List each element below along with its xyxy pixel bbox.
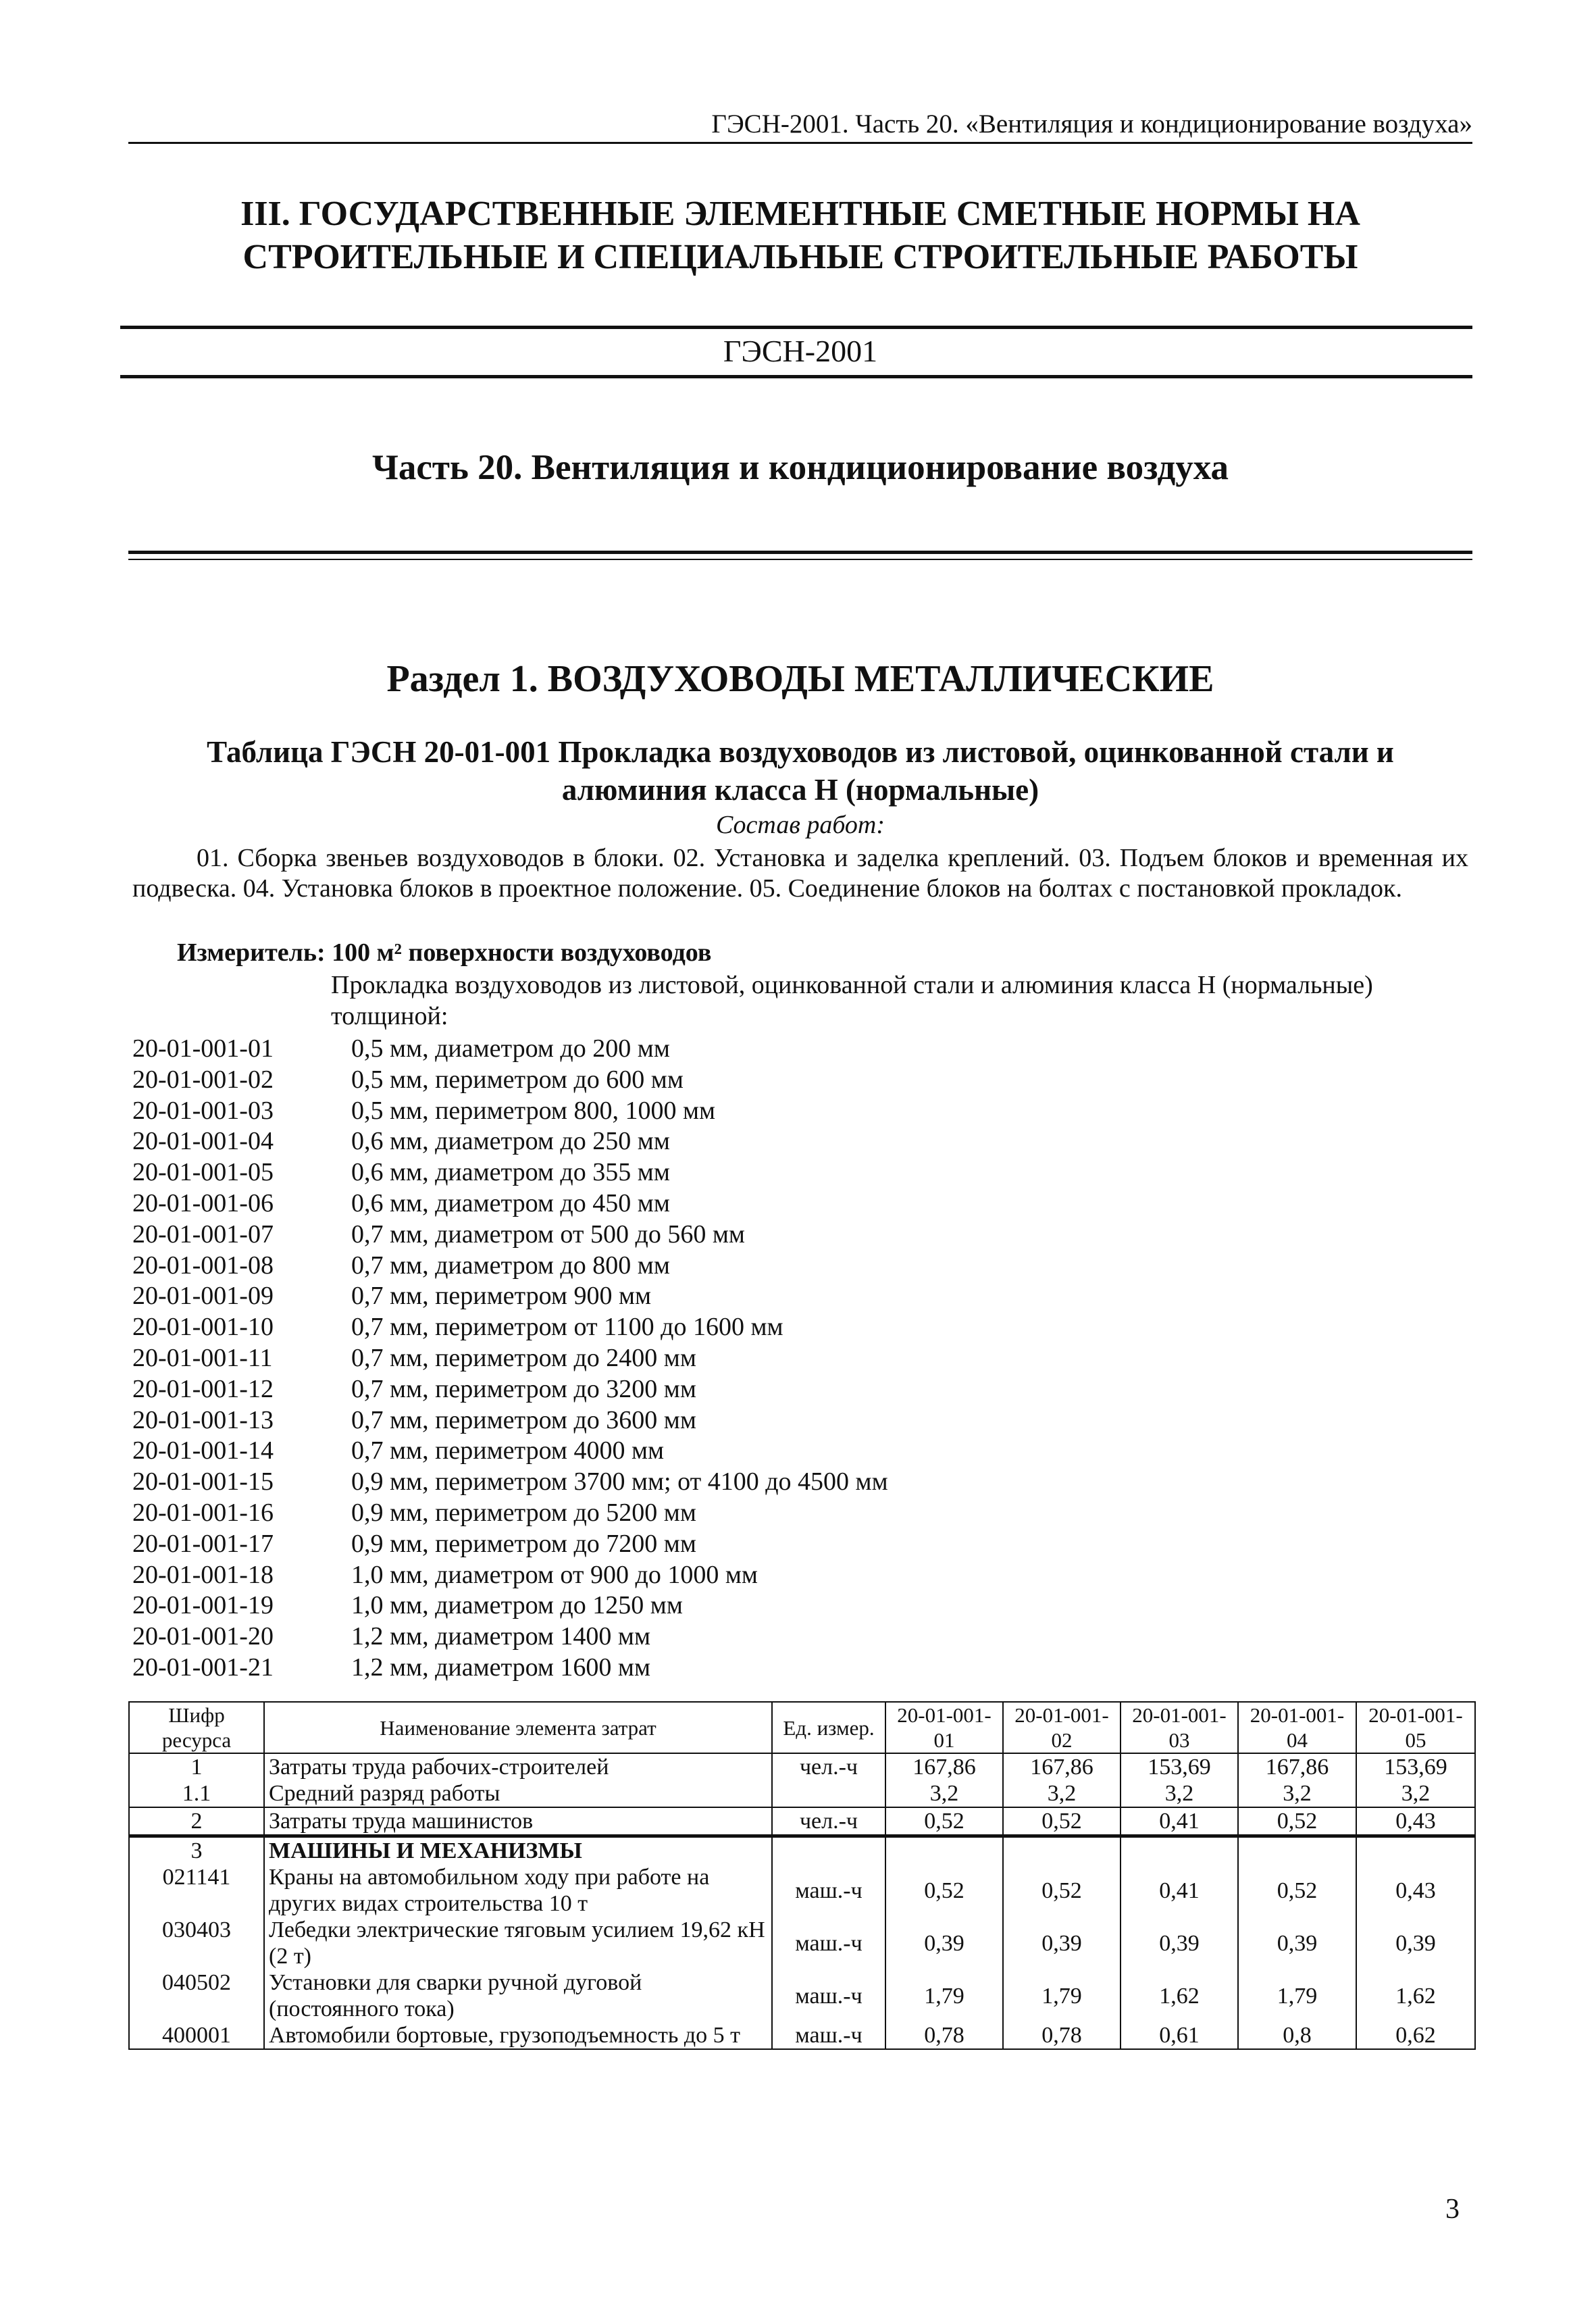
- norm-item: [132, 1312, 1281, 1343]
- table-row: [129, 1969, 1475, 2022]
- cell-unit: маш.-ч: [772, 1864, 885, 1917]
- norm-item: [132, 1529, 1281, 1560]
- works-heading: Состав работ:: [715, 811, 885, 839]
- cell-name: Лебедки электрические тяговым усилием 19,62 кН (2 т): [264, 1917, 772, 1969]
- norm-code: 20-01-001-05: [132, 1158, 274, 1187]
- norm-description: 1,2 мм, диаметром 1600 мм: [351, 1653, 651, 1682]
- cell-value: 0,78: [1003, 2022, 1121, 2049]
- cell-code: 400001: [129, 2022, 264, 2049]
- norm-item: [132, 1467, 1281, 1498]
- norm-description: 0,7 мм, периметром до 3600 мм: [351, 1405, 696, 1434]
- norm-code: 20-01-001-15: [132, 1467, 274, 1496]
- norm-code: 20-01-001-10: [132, 1313, 274, 1342]
- cell-value: 3,2: [1356, 1780, 1475, 1807]
- cell-value: 0,52: [1003, 1864, 1121, 1917]
- norm-code: 20-01-001-18: [132, 1560, 274, 1589]
- resource-table: [128, 1701, 1476, 2050]
- norm-description: 0,5 мм, диаметром до 200 мм: [351, 1034, 670, 1063]
- norm-code: 20-01-001-20: [132, 1622, 274, 1651]
- cell-value: 0,39: [1356, 1917, 1475, 1969]
- cell-value: 3,2: [1238, 1780, 1356, 1807]
- cell-value: 3,2: [1003, 1780, 1121, 1807]
- part-rule-thin: [128, 559, 1472, 560]
- cell-value: 153,69: [1121, 1753, 1238, 1780]
- norm-description: 0,9 мм, периметром до 5200 мм: [351, 1498, 696, 1527]
- code-bottom-rule: [120, 375, 1472, 378]
- works-description: 01. Сборка звеньев воздуховодов в блоки. 02. Установка и заделка креплений. 03. Подъем блоков и временная их подвеска. 04. Установка блоков в проектное положение. 05. Соединение блоков на болтах с постановкой прокладок.: [132, 844, 1468, 903]
- cell-value: 0,39: [1121, 1917, 1238, 1969]
- cell-name: Средний разряд работы: [264, 1780, 772, 1807]
- norm-description: 0,9 мм, периметром до 7200 мм: [351, 1529, 696, 1558]
- cell-code: 021141: [129, 1864, 264, 1917]
- norm-description: 0,5 мм, периметром до 600 мм: [351, 1065, 684, 1094]
- cell-value: 1,62: [1356, 1969, 1475, 2022]
- col-header-norm: 20-01-001-03: [1121, 1702, 1238, 1753]
- cell-value: 0,39: [1003, 1917, 1121, 1969]
- norm-item: [132, 1251, 1281, 1282]
- norm-item: [132, 1343, 1281, 1374]
- norms-list: [132, 1034, 1281, 1684]
- cell-unit: чел.-ч: [772, 1753, 885, 1780]
- section-title: [128, 193, 1472, 279]
- col-header-name: Наименование элемента затрат: [264, 1702, 772, 1753]
- cell-value: [1238, 1836, 1356, 1865]
- norm-item: [132, 1590, 1281, 1621]
- cell-name: Затраты труда машинистов: [264, 1807, 772, 1836]
- norm-code: 20-01-001-01: [132, 1034, 274, 1063]
- norms-lead: Прокладка воздуховодов из листовой, оцинкованной стали и алюминия класса Н (нормальные) толщиной:: [331, 971, 1373, 1030]
- section-title-line2: СТРОИТЕЛЬНЫЕ И СПЕЦИАЛЬНЫЕ СТРОИТЕЛЬНЫЕ РАБОТЫ: [242, 238, 1358, 276]
- norm-code: 20-01-001-02: [132, 1065, 274, 1094]
- norm-item: [132, 1157, 1281, 1188]
- cell-value: 167,86: [1003, 1753, 1121, 1780]
- norm-item: [132, 1436, 1281, 1467]
- cell-value: 0,41: [1121, 1864, 1238, 1917]
- cell-value: 0,52: [885, 1864, 1003, 1917]
- norm-description: 0,7 мм, периметром до 3200 мм: [351, 1374, 696, 1403]
- code-top-rule: [120, 326, 1472, 329]
- cell-value: 3,2: [1121, 1780, 1238, 1807]
- table-row: [129, 2022, 1475, 2049]
- table-title-line2: алюминия класса Н (нормальные): [561, 773, 1039, 807]
- norm-description: 0,7 мм, периметром 900 мм: [351, 1282, 652, 1311]
- cell-value: 0,61: [1121, 2022, 1238, 2049]
- norm-item: [132, 1065, 1281, 1096]
- cell-value: 0,41: [1121, 1807, 1238, 1836]
- norm-item: [132, 1560, 1281, 1591]
- cell-name: Краны на автомобильном ходу при работе на других видах строительства 10 т: [264, 1864, 772, 1917]
- table-header-row: [129, 1702, 1475, 1753]
- norm-code: 20-01-001-11: [132, 1343, 273, 1372]
- norm-code: 20-01-001-17: [132, 1529, 274, 1558]
- norm-item: [132, 1653, 1281, 1684]
- section-title-line1: III. ГОСУДАРСТВЕННЫЕ ЭЛЕМЕНТНЫЕ СМЕТНЫЕ НОРМЫ НА: [240, 195, 1360, 233]
- norm-item: [132, 1126, 1281, 1157]
- cell-unit: маш.-ч: [772, 2022, 885, 2049]
- norm-description: 0,6 мм, диаметром до 355 мм: [351, 1158, 670, 1187]
- cell-value: 0,39: [1238, 1917, 1356, 1969]
- norm-code: 20-01-001-19: [132, 1591, 274, 1620]
- cell-value: 0,52: [1238, 1864, 1356, 1917]
- norm-description: 0,7 мм, периметром от 1100 до 1600 мм: [351, 1313, 783, 1342]
- cell-name: МАШИНЫ И МЕХАНИЗМЫ: [264, 1836, 772, 1865]
- cell-value: 0,8: [1238, 2022, 1356, 2049]
- norm-item: [132, 1034, 1281, 1065]
- cell-unit: чел.-ч: [772, 1807, 885, 1836]
- cell-value: 0,78: [885, 2022, 1003, 2049]
- cell-value: 0,43: [1356, 1864, 1475, 1917]
- col-header-norm: 20-01-001-05: [1356, 1702, 1475, 1753]
- norm-code: 20-01-001-14: [132, 1436, 274, 1465]
- part-title: Часть 20. Вентиляция и кондиционирование воздуха: [371, 448, 1229, 487]
- cell-value: 167,86: [885, 1753, 1003, 1780]
- table-row: [129, 1780, 1475, 1807]
- norm-description: 0,9 мм, периметром 3700 мм; от 4100 до 4500 мм: [351, 1467, 888, 1496]
- norm-code: 20-01-001-13: [132, 1405, 274, 1434]
- cell-value: [1003, 1836, 1121, 1865]
- norm-code: 20-01-001-16: [132, 1498, 274, 1527]
- cell-value: 0,39: [885, 1917, 1003, 1969]
- cell-code: 2: [129, 1807, 264, 1836]
- norm-item: [132, 1219, 1281, 1251]
- cell-unit: маш.-ч: [772, 1917, 885, 1969]
- cell-value: 0,43: [1356, 1807, 1475, 1836]
- cell-value: 3,2: [885, 1780, 1003, 1807]
- cell-code: 040502: [129, 1969, 264, 2022]
- cell-unit: [772, 1836, 885, 1865]
- norm-description: 0,7 мм, периметром до 2400 мм: [351, 1343, 696, 1372]
- table-title: [128, 733, 1472, 809]
- cell-value: 167,86: [1238, 1753, 1356, 1780]
- cell-value: 0,62: [1356, 2022, 1475, 2049]
- col-header-norm: 20-01-001-04: [1238, 1702, 1356, 1753]
- cell-name: Автомобили бортовые, грузоподъемность до 5 т: [264, 2022, 772, 2049]
- cell-value: 0,52: [1238, 1807, 1356, 1836]
- running-header: ГЭСН-2001. Часть 20. «Вентиляция и кондиционирование воздуха»: [711, 109, 1472, 139]
- page-number: 3: [1445, 2194, 1460, 2225]
- norm-code: 20-01-001-21: [132, 1653, 274, 1682]
- norm-code: 20-01-001-08: [132, 1251, 274, 1280]
- cell-value: 153,69: [1356, 1753, 1475, 1780]
- norm-description: 0,7 мм, периметром 4000 мм: [351, 1436, 665, 1465]
- cell-code: 030403: [129, 1917, 264, 1969]
- norm-code: 20-01-001-04: [132, 1127, 274, 1156]
- razdel-title: Раздел 1. ВОЗДУХОВОДЫ МЕТАЛЛИЧЕСКИЕ: [386, 658, 1214, 700]
- cell-unit: маш.-ч: [772, 1969, 885, 2022]
- cell-value: 1,79: [1003, 1969, 1121, 2022]
- table-row: [129, 1917, 1475, 1969]
- measure-unit: Измеритель: 100 м² поверхности воздуховодов: [177, 938, 712, 967]
- table-row: [129, 1864, 1475, 1917]
- table-title-line1: Таблица ГЭСН 20-01-001 Прокладка воздуховодов из листовой, оцинкованной стали и: [207, 735, 1394, 769]
- cell-unit: [772, 1780, 885, 1807]
- cell-value: [1356, 1836, 1475, 1865]
- cell-value: 0,52: [1003, 1807, 1121, 1836]
- cell-code: 1: [129, 1753, 264, 1780]
- norm-code: 20-01-001-07: [132, 1219, 274, 1249]
- header-rule: [128, 142, 1472, 144]
- code-title: ГЭСН-2001: [723, 334, 878, 368]
- norm-description: 0,7 мм, диаметром до 800 мм: [351, 1251, 670, 1280]
- norm-description: 1,0 мм, диаметром от 900 до 1000 мм: [351, 1560, 758, 1589]
- cell-code: 1.1: [129, 1780, 264, 1807]
- norm-description: 0,6 мм, диаметром до 250 мм: [351, 1127, 670, 1156]
- norm-item: [132, 1405, 1281, 1436]
- norm-item: [132, 1621, 1281, 1653]
- cell-value: [885, 1836, 1003, 1865]
- norm-description: 1,0 мм, диаметром до 1250 мм: [351, 1591, 683, 1620]
- cell-value: 1,62: [1121, 1969, 1238, 2022]
- norm-code: 20-01-001-03: [132, 1096, 274, 1125]
- table-row: [129, 1807, 1475, 1836]
- norm-item: [132, 1374, 1281, 1405]
- col-header-norm: 20-01-001-01: [885, 1702, 1003, 1753]
- norm-description: 0,5 мм, периметром 800, 1000 мм: [351, 1096, 716, 1125]
- part-rule-thick: [128, 551, 1472, 554]
- cell-code: 3: [129, 1836, 264, 1865]
- norm-code: 20-01-001-06: [132, 1188, 274, 1217]
- norm-description: 1,2 мм, диаметром 1400 мм: [351, 1622, 651, 1651]
- col-header-norm: 20-01-001-02: [1003, 1702, 1121, 1753]
- norm-description: 0,7 мм, диаметром от 500 до 560 мм: [351, 1219, 745, 1249]
- cell-name: Установки для сварки ручной дуговой (постоянного тока): [264, 1969, 772, 2022]
- norm-item: [132, 1498, 1281, 1529]
- cell-value: [1121, 1836, 1238, 1865]
- norm-item: [132, 1188, 1281, 1219]
- cell-value: 1,79: [1238, 1969, 1356, 2022]
- table-row: [129, 1753, 1475, 1780]
- norm-code: 20-01-001-12: [132, 1374, 274, 1403]
- norm-code: 20-01-001-09: [132, 1282, 274, 1311]
- cell-value: 1,79: [885, 1969, 1003, 2022]
- table-row: [129, 1836, 1475, 1865]
- norm-description: 0,6 мм, диаметром до 450 мм: [351, 1188, 670, 1217]
- cell-value: 0,52: [885, 1807, 1003, 1836]
- norm-item: [132, 1096, 1281, 1127]
- cell-name: Затраты труда рабочих-строителей: [264, 1753, 772, 1780]
- col-header-code: Шифр ресурса: [129, 1702, 264, 1753]
- norm-item: [132, 1281, 1281, 1312]
- col-header-unit: Ед. измер.: [772, 1702, 885, 1753]
